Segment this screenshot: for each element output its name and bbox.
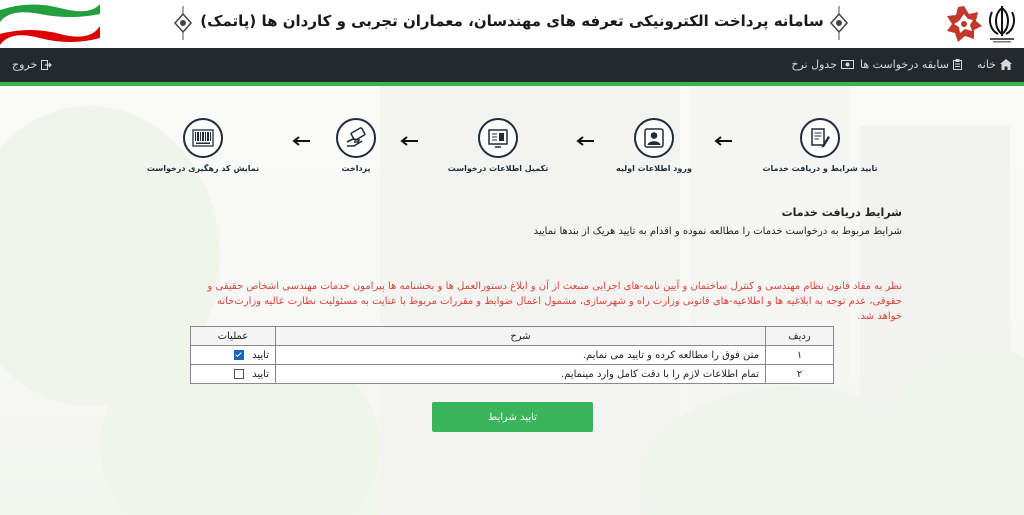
step-label: تکمیل اطلاعات درخواست [447,164,549,173]
confirm-checkbox[interactable] [234,369,244,379]
step-label: نمایش کد رهگیری درخواست [146,164,260,173]
legal-notice: نظر به مفاد قانون نظام مهندسی و کنترل ساختمان و آیین نامه-های اجرایی منبعث از آن و ابلاغ دستورالعمل ها و بخشنامه ها پیرامون خدمات مهندسی اشخاص حقیقی و حقوقی، عدم توجه به ابلاغیه ها و اطلاعیه-های قانونی وزارت راه و شهرسازی، مشمول اعمال ضوابط و مقررات مربوط با عنایت به مسئولیت نظارت عالیه وزارت‌خانه خواهد شد. [207,281,902,322]
nav-logout-label: خروج [12,58,38,71]
confirm-label: تایید [252,349,269,361]
header-operations: عملیات [191,327,276,346]
table-row [191,346,834,365]
ornament-icon [170,6,196,40]
document-pen-icon [800,118,840,158]
iran-flag-icon [0,0,100,45]
section-subtitle: شرایط مربوط به درخواست خدمات را مطالعه نموده و اقدام به تایید هریک از بندها نمایید [533,226,902,237]
organization-logo [944,4,984,44]
row-number: ۱ [766,346,834,365]
money-icon [841,60,854,69]
table-row [191,365,834,384]
step-complete-info [438,118,558,173]
header-description: شرح [276,327,766,346]
table-header-row [191,327,834,346]
confirm-terms-button[interactable]: تایید شرایط [432,402,593,432]
nav-rates-label: جدول نرخ [791,58,837,71]
user-id-icon [634,118,674,158]
logout-icon [41,60,52,70]
step-label: ورود اطلاعات اولیه [616,164,692,173]
arrow-left-icon [574,136,594,146]
payment-hand-icon [336,118,376,158]
confirm-checkbox[interactable] [234,350,244,360]
barcode-icon [183,118,223,158]
step-initial-info [594,118,714,173]
nav-rates[interactable] [791,58,854,71]
row-number: ۲ [766,365,834,384]
page-title: سامانه پرداخت الکترونیکی تعرفه های مهندسان، معماران تجربی و کاردان ها (پاتمک) [200,12,824,30]
nav-history[interactable] [860,58,962,71]
progress-steps [0,118,1024,178]
form-screen-icon [478,118,518,158]
clipboard-icon [953,59,962,70]
arrow-left-icon [712,136,732,146]
ornament-icon [826,6,852,40]
top-navbar [0,48,1024,86]
terms-table [190,326,834,384]
step-label: تایید شرایط و دریافت خدمات [762,164,878,173]
nav-home[interactable] [977,58,1012,71]
nav-logout[interactable] [12,58,52,71]
step-label: پرداخت [341,164,371,173]
confirm-label: تایید [252,368,269,380]
header-row-number: ردیف [766,327,834,346]
row-operations [191,346,276,365]
iran-emblem-icon [984,4,1020,44]
step-tracking-code [143,118,263,173]
step-terms [760,118,880,173]
home-icon [1000,59,1012,70]
arrow-left-icon [290,136,310,146]
nav-history-label: سابقه درخواست ها [859,58,949,71]
header [0,0,1024,48]
row-description: متن فوق را مطالعه کرده و تایید می نمایم. [276,346,766,365]
nav-home-label: خانه [976,58,996,71]
arrow-left-icon [398,136,418,146]
section-title: شرایط دریافت خدمات [781,206,902,219]
row-operations [191,365,276,384]
row-description: تمام اطلاعات لازم را با دقت کامل وارد مینمایم. [276,365,766,384]
